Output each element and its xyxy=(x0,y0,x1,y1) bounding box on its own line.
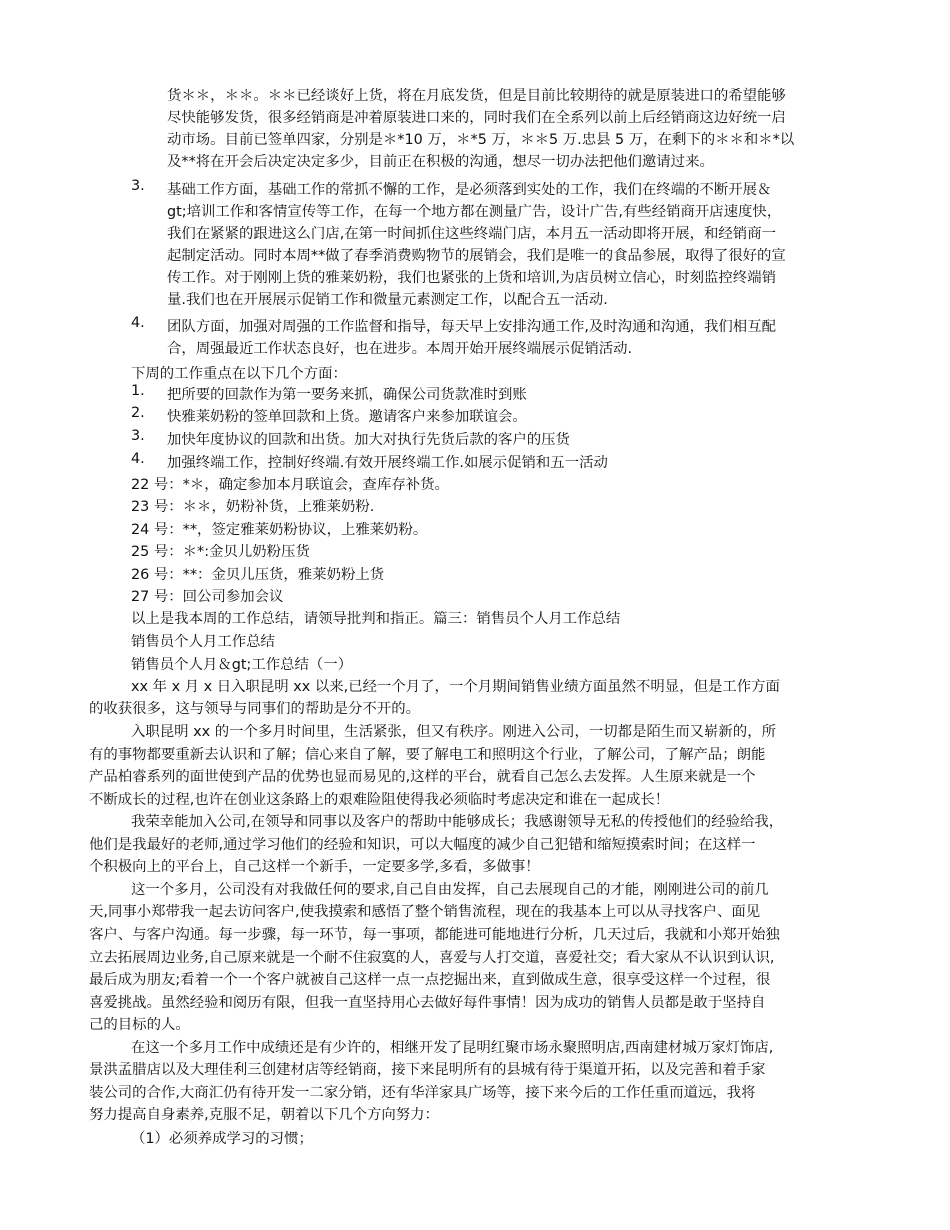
text-line: 努力提高自身素养,克服不足，朝着以下几个方向努力： xyxy=(89,1107,439,1123)
list-number: 3. xyxy=(131,428,145,444)
list-number: 4. xyxy=(131,315,145,331)
text-line: xx 年 x 月 x 日入职昆明 xx 以来,已经一个月了，一个月期间销售业绩方面虽然不明显，但是工作方面 xyxy=(131,679,780,695)
text-line: 货＊＊，＊＊。＊＊已经谈好上货，将在月底发货，但是目前比较期待的就是原装进口的希望能够 xyxy=(167,88,786,104)
text-line: 的收获很多，这与领导与同事们的帮助是分不开的。 xyxy=(89,701,420,717)
text-line: 立去拓展周边业务,自己原来就是一个耐不住寂寞的人，喜爱与人打交道，喜爱社交；看大家从不认识到认识, xyxy=(89,950,775,966)
text-line: 传工作。对于刚刚上货的雅莱奶粉，我们也紧张的上货和培训,为店员树立信心，时刻监控终端销 xyxy=(167,270,776,286)
list-number: 4. xyxy=(131,451,145,467)
schedule-item: 24 号：**，签定雅莱奶粉协议，上雅莱奶粉。 xyxy=(131,522,428,538)
closing-line: 以上是我本周的工作总结，请领导批判和指正。篇三：销售员个人月工作总结 xyxy=(131,611,621,627)
list-text: 加强终端工作，控制好终端.有效开展终端工作.如展示促销和五一活动 xyxy=(167,455,608,471)
text-line: 团队方面，加强对周强的工作监督和指导，每天早上安排沟通工作,及时沟通和沟通，我们相互配 xyxy=(167,319,776,335)
text-line: 喜爱挑战。虽然经验和阅历有限，但我一直坚持用心去做好每件事情！因为成功的销售人员都是敢于坚持自 xyxy=(89,995,766,1011)
schedule-item: 26 号：**：金贝儿压货，雅莱奶粉上货 xyxy=(131,567,385,583)
schedule-item: 25 号：＊*:金贝儿奶粉压货 xyxy=(131,544,310,560)
text-line: gt;培训工作和客情宣传等工作，在每一个地方都在测量广告，设计广告,有些经销商开店速度快， xyxy=(167,204,782,220)
text-line: 这一个多月，公司没有对我做任何的要求,自己自由发挥，自己去展现自己的才能，刚刚进公司的前几 xyxy=(131,882,769,898)
schedule-item: 23 号：＊＊，奶粉补货，上雅莱奶粉. xyxy=(131,499,375,515)
text-line: 基础工作方面，基础工作的常抓不懈的工作，是必须落到实处的工作，我们在终端的不断开展＆ xyxy=(167,182,772,198)
text-line: 我荣幸能加入公司,在领导和同事以及客户的帮助中能够成长；我感谢领导无私的传授他们的经验给我， xyxy=(131,814,784,830)
list-number: 1. xyxy=(131,383,145,399)
text-line: 不断成长的过程,也许在创业这条路上的艰难险阻使得我必须临时考虑决定和谁在一起成长！ xyxy=(89,792,670,808)
text-line: 产品柏睿系列的面世使到产品的优势也显而易见的,这样的平台，就看自己怎么去发挥。人生原来就是一个 xyxy=(89,769,756,785)
text-line: 量.我们也在开展展示促销工作和微量元素测定工作，以配合五一活动. xyxy=(167,292,608,308)
text-line: 他们是我最好的老师,通过学习他们的经验和知识，可以大幅度的减少自己犯错和缩短摸索时间；在这样一 xyxy=(89,837,756,853)
list-text: 把所要的回款作为第一要务来抓，确保公司货款准时到账 xyxy=(167,387,527,403)
text-line: 有的事物都要重新去认识和了解；信心来自了解，要了解电工和照明这个行业，了解公司，了解产品；朗能 xyxy=(89,747,766,763)
text-line: 动市场。目前已签单四家，分别是＊*10 万，＊*5 万，＊＊5 万.忠县 5 万，在剩下的＊＊和＊*以 xyxy=(167,132,795,148)
section-intro: 下周的工作重点在以下几个方面： xyxy=(131,366,347,382)
section-subheading: 销售员个人月＆gt;工作总结（一） xyxy=(131,657,353,673)
text-line: 尽快能够发货，很多经销商是冲着原装进口来的，同时我们在全系列以前上后经销商这边好统一启 xyxy=(167,110,786,126)
list-number: 2. xyxy=(131,405,145,421)
schedule-item: 22 号：*＊，确定参加本月联谊会，查库存补货。 xyxy=(131,477,449,493)
list-item: （1）必须养成学习的习惯； xyxy=(131,1131,313,1147)
text-line: 客户、与客户沟通。每一步骤，每一环节，每一事项，都能进可能地进行分析，几天过后，我就和小郑开始独 xyxy=(89,927,780,943)
section-heading: 销售员个人月工作总结 xyxy=(131,634,275,650)
list-text: 快雅莱奶粉的签单回款和上货。邀请客户来参加联谊会。 xyxy=(167,409,527,425)
text-line: 个积极向上的平台上，自己这样一个新手，一定要多学,多看，多做事！ xyxy=(89,859,540,875)
text-line: 我们在紧紧的跟进这么门店,在第一时间抓住这些终端门店，本月五一活动即将开展，和经销商一 xyxy=(167,226,776,242)
list-number: 3. xyxy=(131,178,145,194)
text-line: 装公司的合作,大商汇仍有待开发一二家分销，还有华洋家具广场等，接下来今后的工作任重而道远，我将 xyxy=(89,1085,756,1101)
text-line: 最后成为朋友;看着一个一个客户就被自己这样一点一点挖掘出来，直到做成生意，很享受这样一个过程，很 xyxy=(89,972,771,988)
text-line: 入职昆明 xx 的一个多月时间里，生活紧张，但又有秩序。刚进入公司，一切都是陌生而又崭新的，所 xyxy=(131,724,776,740)
text-line: 己的目标的人。 xyxy=(89,1017,190,1033)
schedule-item: 27 号：回公司参加会议 xyxy=(131,589,284,605)
text-line: 起制定活动。同时本周**做了春季消费购物节的展销会，我们是唯一的食品参展，取得了很好的宣 xyxy=(167,248,786,264)
text-line: 合，周强最近工作状态良好，也在进步。本周开始开展终端展示促销活动. xyxy=(167,341,633,357)
text-line: 及**将在开会后决定决定多少，目前正在积极的沟通，想尽一切办法把他们邀请过来。 xyxy=(167,154,714,170)
text-line: 天,同事小郑带我一起去访问客户,使我摸索和感悟了整个销售流程，现在的我基本上可以从寻找客户、面见 xyxy=(89,904,761,920)
text-line: 景洪孟腊店以及大理佳利三创建材店等经销商，接下来昆明所有的县城有待于渠道开拓，以及完善和着手家 xyxy=(89,1062,766,1078)
text-line: 在这一个多月工作中成绩还是有少许的，相继开发了昆明红聚市场永聚照明店,西南建材城万家灯饰店, xyxy=(131,1040,774,1056)
list-text: 加快年度协议的回款和出货。加大对执行先货后款的客户的压货 xyxy=(167,432,570,448)
